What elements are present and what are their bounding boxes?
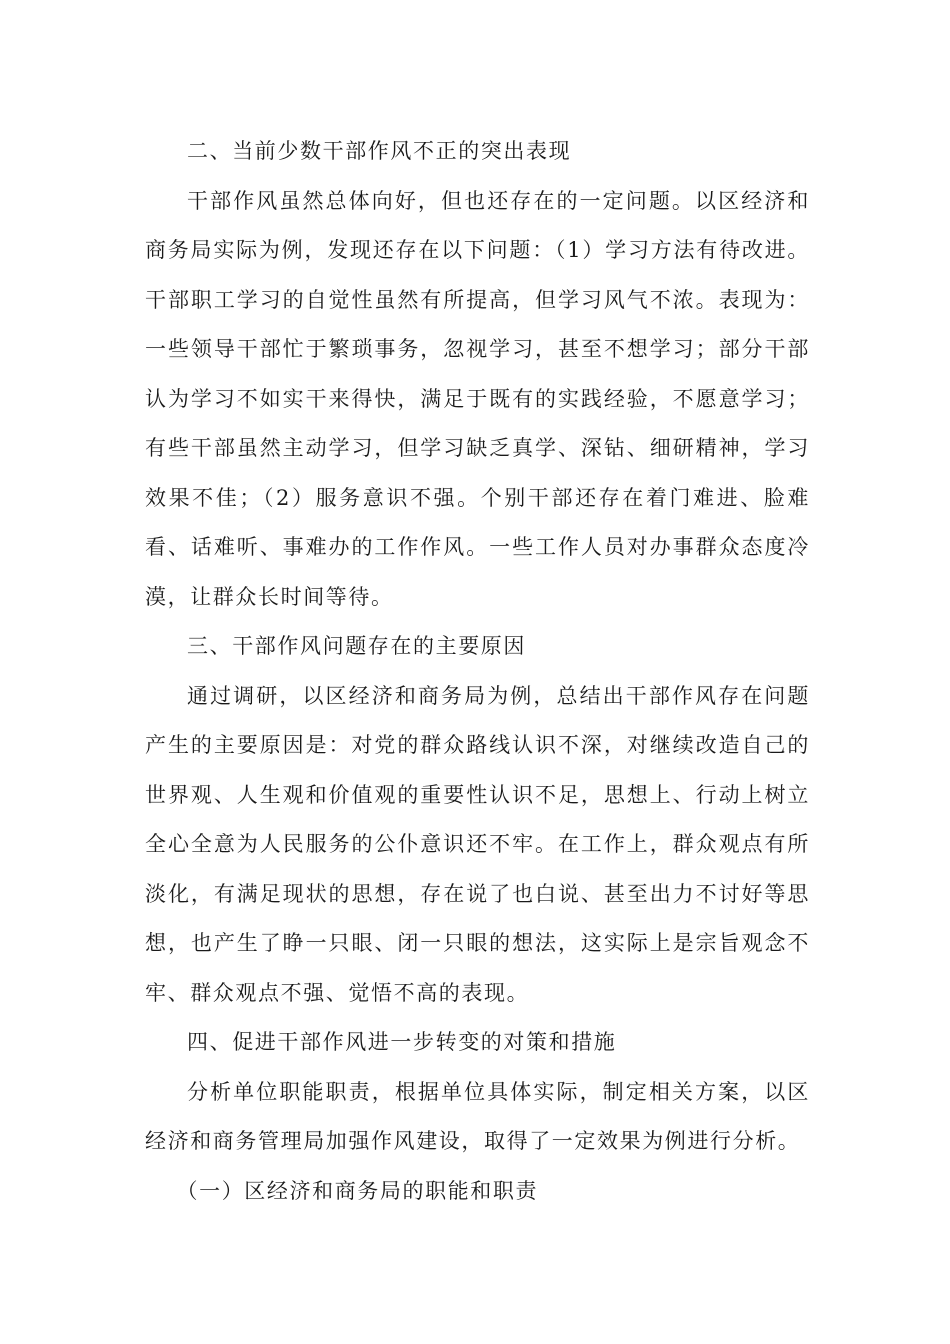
document-body [145, 127, 810, 1216]
section-heading-4: 四、促进干部作风进一步转变的对策和措施 [187, 1030, 617, 1054]
section-paragraph-2: 干部作风虽然总体向好，但也还存在的一定问题。以区经济和商务局实际为例，发现还存在以下问题：（1）学习方法有待改进。干部职工学习的自觉性虽然有所提高，但学习风气不浓。表现为：一些领导干部忙于繁琐事务，忽视学习，甚至不想学习；部分干部认为学习不如实干来得快，满足于既有的实践经验，不愿意学习；有些干部虽然主动学习，但学习缺乏真学、深钻、细研精神，学习效果不佳；（2）服务意识不强。个别干部还存在着门难进、脸难看、话难听、事难办的工作作风。一些工作人员对办事群众态度冷漠，让群众长时间等待。 [145, 188, 810, 609]
section-paragraph-4: 分析单位职能职责，根据单位具体实际，制定相关方案，以区经济和商务管理局加强作风建设，取得了一定效果为例进行分析。 [145, 1079, 810, 1153]
section-heading-2: 二、当前少数干部作风不正的突出表现 [187, 139, 572, 163]
section-paragraph-3: 通过调研，以区经济和商务局为例，总结出干部作风存在问题产生的主要原因是：对党的群众路线认识不深，对继续改造自己的世界观、人生观和价值观的重要性认识不足，思想上、行动上树立全心全意为人民服务的公仆意识还不牢。在工作上，群众观点有所淡化，有满足现状的思想，存在说了也白说、甚至出力不讨好等思想，也产生了睁一只眼、闭一只眼的想法，这实际上是宗旨观念不牢、群众观点不强、觉悟不高的表现。 [145, 683, 810, 1005]
subsection-heading-4-1: （一）区经济和商务局的职能和职责 [176, 1178, 539, 1203]
section-heading-3: 三、干部作风问题存在的主要原因 [187, 634, 526, 658]
